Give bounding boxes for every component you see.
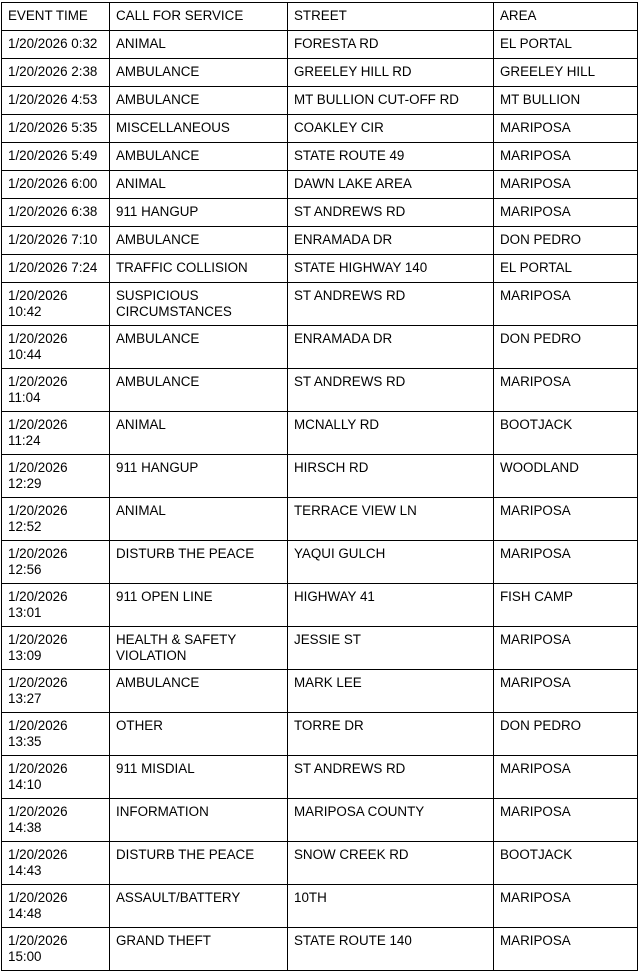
event-time-cell: 1/20/2026 0:32 xyxy=(2,31,110,59)
event-time-cell: 1/20/2026 12:29 xyxy=(2,455,110,498)
area-cell: MARIPOSA xyxy=(494,756,638,799)
street-cell: HIGHWAY 41 xyxy=(288,584,494,627)
area-cell: MARIPOSA xyxy=(494,369,638,412)
table-row xyxy=(2,31,638,59)
area-cell: MARIPOSA xyxy=(494,541,638,584)
call-for-service-cell: AMBULANCE xyxy=(110,369,288,412)
call-for-service-cell: ASSAULT/BATTERY xyxy=(110,885,288,928)
header-call-for-service: CALL FOR SERVICE xyxy=(110,3,288,31)
event-time-cell: 1/20/2026 6:38 xyxy=(2,199,110,227)
area-cell: DON PEDRO xyxy=(494,713,638,756)
table-row xyxy=(2,928,638,971)
header-row xyxy=(2,3,638,31)
street-cell: ENRAMADA DR xyxy=(288,326,494,369)
call-for-service-cell: ANIMAL xyxy=(110,412,288,455)
event-time-cell: 1/20/2026 14:48 xyxy=(2,885,110,928)
event-time-cell: 1/20/2026 6:00 xyxy=(2,171,110,199)
table-row xyxy=(2,842,638,885)
area-cell: EL PORTAL xyxy=(494,255,638,283)
street-cell: FORESTA RD xyxy=(288,31,494,59)
call-for-service-cell: AMBULANCE xyxy=(110,59,288,87)
street-cell: DAWN LAKE AREA xyxy=(288,171,494,199)
table-row xyxy=(2,799,638,842)
area-cell: DON PEDRO xyxy=(494,326,638,369)
table-row xyxy=(2,369,638,412)
table-row xyxy=(2,59,638,87)
event-time-cell: 1/20/2026 10:42 xyxy=(2,283,110,326)
street-cell: MT BULLION CUT-OFF RD xyxy=(288,87,494,115)
call-for-service-cell: ANIMAL xyxy=(110,498,288,541)
call-for-service-cell: AMBULANCE xyxy=(110,326,288,369)
event-time-cell: 1/20/2026 11:24 xyxy=(2,412,110,455)
table-row xyxy=(2,885,638,928)
table-header xyxy=(2,3,638,31)
event-time-cell: 1/20/2026 7:10 xyxy=(2,227,110,255)
table-row xyxy=(2,227,638,255)
event-time-cell: 1/20/2026 5:49 xyxy=(2,143,110,171)
event-time-cell: 1/20/2026 11:04 xyxy=(2,369,110,412)
area-cell: MARIPOSA xyxy=(494,143,638,171)
table-row xyxy=(2,87,638,115)
event-time-cell: 1/20/2026 7:24 xyxy=(2,255,110,283)
area-cell: DON PEDRO xyxy=(494,227,638,255)
call-for-service-cell: GRAND THEFT xyxy=(110,928,288,971)
street-cell: TORRE DR xyxy=(288,713,494,756)
area-cell: GREELEY HILL xyxy=(494,59,638,87)
event-time-cell: 1/20/2026 5:35 xyxy=(2,115,110,143)
table-body xyxy=(2,31,638,971)
call-for-service-cell: DISTURB THE PEACE xyxy=(110,541,288,584)
area-cell: MARIPOSA xyxy=(494,799,638,842)
event-time-cell: 1/20/2026 13:35 xyxy=(2,713,110,756)
street-cell: STATE HIGHWAY 140 xyxy=(288,255,494,283)
call-for-service-cell: AMBULANCE xyxy=(110,670,288,713)
area-cell: BOOTJACK xyxy=(494,412,638,455)
area-cell: MARIPOSA xyxy=(494,199,638,227)
table-row xyxy=(2,199,638,227)
street-cell: 10TH xyxy=(288,885,494,928)
street-cell: ST ANDREWS RD xyxy=(288,756,494,799)
event-time-cell: 1/20/2026 12:52 xyxy=(2,498,110,541)
event-time-cell: 1/20/2026 15:00 xyxy=(2,928,110,971)
table-row xyxy=(2,541,638,584)
area-cell: MARIPOSA xyxy=(494,928,638,971)
event-time-cell: 1/20/2026 13:01 xyxy=(2,584,110,627)
call-log-table xyxy=(1,2,638,971)
table-row xyxy=(2,255,638,283)
street-cell: TERRACE VIEW LN xyxy=(288,498,494,541)
area-cell: EL PORTAL xyxy=(494,31,638,59)
street-cell: GREELEY HILL RD xyxy=(288,59,494,87)
event-time-cell: 1/20/2026 14:43 xyxy=(2,842,110,885)
event-time-cell: 1/20/2026 12:56 xyxy=(2,541,110,584)
call-for-service-cell: 911 HANGUP xyxy=(110,455,288,498)
area-cell: FISH CAMP xyxy=(494,584,638,627)
street-cell: ST ANDREWS RD xyxy=(288,369,494,412)
header-area: AREA xyxy=(494,3,638,31)
street-cell: ST ANDREWS RD xyxy=(288,199,494,227)
table-row xyxy=(2,498,638,541)
event-time-cell: 1/20/2026 2:38 xyxy=(2,59,110,87)
call-for-service-cell: AMBULANCE xyxy=(110,227,288,255)
area-cell: MARIPOSA xyxy=(494,627,638,670)
area-cell: BOOTJACK xyxy=(494,842,638,885)
call-for-service-cell: INFORMATION xyxy=(110,799,288,842)
table-row xyxy=(2,143,638,171)
area-cell: WOODLAND xyxy=(494,455,638,498)
table-row xyxy=(2,584,638,627)
event-time-cell: 1/20/2026 13:09 xyxy=(2,627,110,670)
event-time-cell: 1/20/2026 14:38 xyxy=(2,799,110,842)
street-cell: MCNALLY RD xyxy=(288,412,494,455)
table-row xyxy=(2,455,638,498)
street-cell: MARIPOSA COUNTY xyxy=(288,799,494,842)
area-cell: MARIPOSA xyxy=(494,115,638,143)
call-for-service-cell: AMBULANCE xyxy=(110,87,288,115)
street-cell: STATE ROUTE 140 xyxy=(288,928,494,971)
table-row xyxy=(2,627,638,670)
street-cell: MARK LEE xyxy=(288,670,494,713)
header-event-time: EVENT TIME xyxy=(2,3,110,31)
area-cell: MARIPOSA xyxy=(494,885,638,928)
call-for-service-cell: 911 HANGUP xyxy=(110,199,288,227)
street-cell: YAQUI GULCH xyxy=(288,541,494,584)
area-cell: MARIPOSA xyxy=(494,670,638,713)
call-for-service-cell: 911 MISDIAL xyxy=(110,756,288,799)
table-row xyxy=(2,171,638,199)
call-for-service-cell: MISCELLANEOUS xyxy=(110,115,288,143)
call-for-service-cell: AMBULANCE xyxy=(110,143,288,171)
area-cell: MARIPOSA xyxy=(494,171,638,199)
street-cell: ENRAMADA DR xyxy=(288,227,494,255)
area-cell: MARIPOSA xyxy=(494,283,638,326)
call-for-service-cell: DISTURB THE PEACE xyxy=(110,842,288,885)
street-cell: COAKLEY CIR xyxy=(288,115,494,143)
street-cell: SNOW CREEK RD xyxy=(288,842,494,885)
call-for-service-cell: 911 OPEN LINE xyxy=(110,584,288,627)
call-for-service-cell: TRAFFIC COLLISION xyxy=(110,255,288,283)
street-cell: ST ANDREWS RD xyxy=(288,283,494,326)
area-cell: MARIPOSA xyxy=(494,498,638,541)
street-cell: STATE ROUTE 49 xyxy=(288,143,494,171)
call-for-service-cell: SUSPICIOUS CIRCUMSTANCES xyxy=(110,283,288,326)
table-row xyxy=(2,115,638,143)
area-cell: MT BULLION xyxy=(494,87,638,115)
event-time-cell: 1/20/2026 14:10 xyxy=(2,756,110,799)
call-for-service-cell: ANIMAL xyxy=(110,171,288,199)
table-row xyxy=(2,326,638,369)
event-time-cell: 1/20/2026 10:44 xyxy=(2,326,110,369)
call-for-service-cell: ANIMAL xyxy=(110,31,288,59)
table-row xyxy=(2,670,638,713)
table-row xyxy=(2,756,638,799)
table-row xyxy=(2,713,638,756)
table-row xyxy=(2,412,638,455)
street-cell: JESSIE ST xyxy=(288,627,494,670)
event-time-cell: 1/20/2026 13:27 xyxy=(2,670,110,713)
call-for-service-cell: OTHER xyxy=(110,713,288,756)
event-time-cell: 1/20/2026 4:53 xyxy=(2,87,110,115)
street-cell: HIRSCH RD xyxy=(288,455,494,498)
call-for-service-cell: HEALTH & SAFETY VIOLATION xyxy=(110,627,288,670)
header-street: STREET xyxy=(288,3,494,31)
table-row xyxy=(2,283,638,326)
